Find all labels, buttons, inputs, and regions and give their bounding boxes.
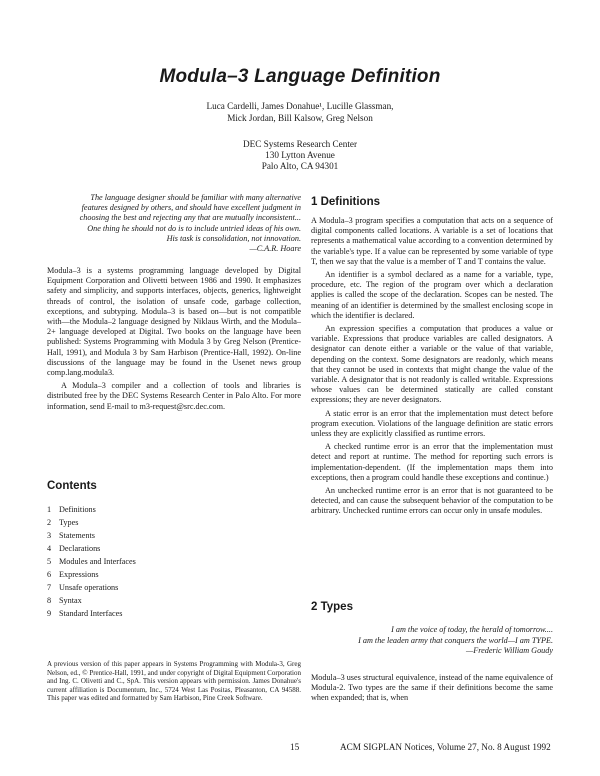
toc-number: 8 — [47, 596, 52, 605]
toc-item[interactable] — [47, 503, 301, 516]
author-line: Luca Cardelli, James Donahue¹, Lucille Glassman, — [206, 101, 394, 111]
toc-label: Standard Interfaces — [59, 609, 123, 618]
quote-attribution: —Frederic William Goudy — [465, 646, 553, 655]
contents-heading: Contents — [47, 480, 97, 492]
toc-number: 3 — [47, 531, 52, 540]
toc-label: Modules and Interfaces — [59, 557, 136, 566]
intro-paragraph: Modula–3 is a systems programming language developed by Digital Equipment Corporation and Olivetti between 1986 and 1990. It emphasizes safety and simplicity, and supports interfaces, objects, generics, lightweight threads of control, the isolation of unsafe code, garbage collection, exceptions, and subtyping. Modula–3 is based on—but is not compatible with—the Modula–2 language designed by Niklaus Wirth, and the Modula–2+ language developed at Digital. Two books on the language have been published: Systems Programming with Modula 3 by Greg Nelson (Prentice-Hall, 1991), and Modula 3 by Sam Harbison (Prentice-Hall, 1992). On-line discussions of the language may be found in the Usenet news group comp.lang.modula3. — [47, 266, 301, 378]
section-1-body — [311, 216, 553, 520]
intro-paragraph: A Modula–3 compiler and a collection of tools and libraries is distributed free by the DEC Systems Research Center in Palo Alto. For more information, send E-mail to m3-request@src.dec.com. — [47, 381, 301, 411]
epigraph-attribution: —C.A.R. Hoare — [249, 244, 301, 254]
epigraph — [47, 193, 301, 254]
toc-item[interactable] — [47, 516, 301, 529]
toc-item[interactable] — [47, 555, 301, 568]
quote-line: I am the voice of today, the herald of tomorrow.... — [391, 625, 553, 634]
page-number: 15 — [290, 742, 300, 752]
body-paragraph: An expression specifies a computation that produces a value or variable. Expressions that produce variables are called designators. A designator can denote either a variable or the value of that variable, depending on the context. Some designators are readonly, which means that they cannot be used in contexts that might change the value of the variable. A designator that is not readonly is called writable. Expressions whose values can be determined statically are called constant expressions; they are never designators. — [311, 324, 553, 405]
affiliation — [0, 139, 600, 171]
toc-item[interactable] — [47, 607, 301, 620]
toc-item[interactable] — [47, 542, 301, 555]
body-paragraph: A Modula–3 program specifies a computation that acts on a sequence of digital components called locations. A variable is a set of locations that represents a mathematical value according to a convention determined by the variable's type. If a value can be represented by some variable of type T, then we say that the value is a member of T and T contains the value. — [311, 216, 553, 266]
author-list — [0, 101, 600, 124]
body-paragraph: Modula–3 uses structural equivalence, instead of the name equivalence of Modula-2. Two types are the same if their definitions become the same when expanded; that is, when — [311, 673, 553, 703]
toc-label: Definitions — [59, 505, 96, 514]
toc-number: 4 — [47, 544, 52, 553]
toc-number: 7 — [47, 583, 52, 592]
toc-number: 6 — [47, 570, 52, 579]
quote-line: I am the leaden army that conquers the world—I am TYPE. — [358, 635, 553, 645]
epigraph-text: The language designer should be familiar with many alternative features designed by others, and should have excellent judgment in choosing the best and rejecting any that are mutually inconsistent... One thing he should not do is to include untried ideas of his own. His task is consolidation, not innovation. — [79, 193, 301, 243]
footnote: A previous version of this paper appears in Systems Programming with Modula-3, Greg Nelson, ed., © Prentice-Hall, 1991, and under copyright of Digital Equipment Corporation and Ing. C. Olivetti and C., SpA. This version appears with permission. James Donahue's current affiliation is Documentum, Inc., 5724 West Las Positas, Pleasanton, CA 94588. This paper was edited and formatted by Sam Harbison, Pine Creek Software. — [47, 660, 301, 702]
body-paragraph: A checked runtime error is an error that the implementation must detect and report at runtime. The method for reporting such errors is implementation-dependent. (If the implementation maps them into exceptions, then a program could handle these exceptions and continue.) — [311, 442, 553, 482]
section-1-heading: 1 Definitions — [311, 196, 381, 208]
intro-text — [47, 266, 301, 415]
toc-number: 5 — [47, 557, 52, 566]
section-2-epigraph — [311, 625, 553, 657]
body-paragraph: An identifier is a symbol declared as a name for a variable, type, procedure, etc. The region of the program over which a declaration applies is called the scope of the declaration. Scopes can be nested. The meaning of an identifier is determined by the smallest enclosing scope in which the identifier is declared. — [311, 270, 553, 320]
toc-label: Declarations — [59, 544, 101, 553]
section-2-body — [311, 673, 553, 707]
toc-item[interactable] — [47, 581, 301, 594]
section-2-heading: 2 Types — [311, 601, 353, 613]
table-of-contents — [47, 503, 301, 620]
body-paragraph: A static error is an error that the implementation must detect before program execution. Violations of the language definition are static errors unless they are explicitly classified as runtime errors. — [311, 408, 553, 439]
toc-item[interactable] — [47, 594, 301, 607]
toc-label: Syntax — [59, 596, 82, 605]
journal-citation: ACM SIGPLAN Notices, Volume 27, No. 8 August 1992 — [340, 742, 551, 752]
toc-number: 9 — [47, 609, 52, 618]
toc-item[interactable] — [47, 529, 301, 542]
paper-title: Modula–3 Language Definition — [159, 66, 441, 87]
author-line: Mick Jordan, Bill Kalsow, Greg Nelson — [227, 112, 373, 123]
toc-number: 1 — [47, 505, 52, 514]
toc-label: Types — [59, 518, 79, 527]
toc-label: Statements — [59, 531, 95, 540]
toc-label: Expressions — [59, 570, 99, 579]
toc-number: 2 — [47, 518, 52, 527]
toc-label: Unsafe operations — [59, 583, 119, 592]
affiliation-line: Palo Alto, CA 94301 — [261, 160, 339, 171]
affiliation-line: DEC Systems Research Center — [242, 139, 358, 149]
body-paragraph: An unchecked runtime error is an error that is not guaranteed to be detected, and can cause the subsequent behavior of the computation to be arbitrary. Unchecked runtime errors can occur only in unsafe modules. — [311, 486, 553, 516]
affiliation-line: 130 Lytton Avenue — [265, 149, 335, 160]
toc-item[interactable] — [47, 568, 301, 581]
